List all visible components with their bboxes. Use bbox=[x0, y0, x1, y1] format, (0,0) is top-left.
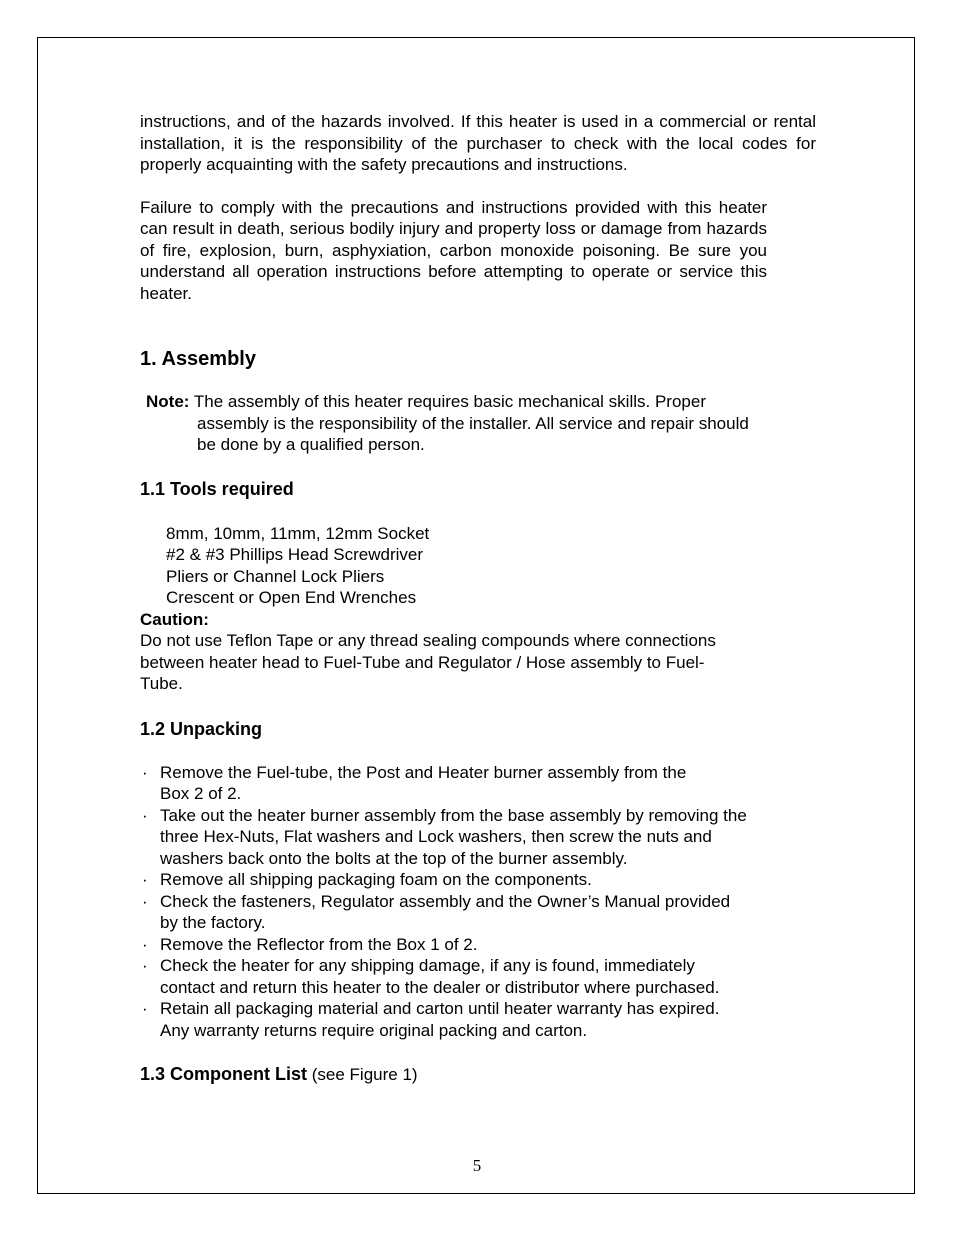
unpacking-item-line: Remove the Fuel-tube, the Post and Heater burner assembly from the bbox=[160, 762, 687, 782]
note-line-1: The assembly of this heater requires basic mechanical skills. Proper bbox=[189, 392, 706, 411]
caution-title: Caution: bbox=[140, 609, 209, 629]
unpacking-item bbox=[140, 998, 816, 1041]
unpacking-item bbox=[140, 955, 816, 998]
unpacking-item-line: Check the fasteners, Regulator assembly and the Owner’s Manual provided bbox=[160, 891, 731, 911]
intro-paragraph-1: instructions, and of the hazards involved. If this heater is used in a commercial or rental installation, it is the responsibility of the purchaser to check with the local codes for properly acquainting with the safety precautions and instructions. bbox=[140, 112, 816, 174]
unpacking-item-line: contact and return this heater to the dealer or distributor where purchased. bbox=[160, 977, 720, 997]
unpacking-item-line: Check the heater for any shipping damage, if any is found, immediately bbox=[160, 956, 695, 975]
unpacking-item bbox=[140, 869, 816, 891]
unpacking-item bbox=[140, 762, 816, 805]
intro-paragraph-2: Failure to comply with the precautions and instructions provided with this heater can result in death, serious bodily injury and property loss or damage from hazards of fire, explosion, burn, asphyxiation, carbon monoxide poisoning. Be sure you understand all operation instructions before attempting to operate or service this heater. bbox=[140, 197, 767, 303]
unpacking-item-line: Any warranty returns require original packing and carton. bbox=[160, 1020, 588, 1040]
bullet-dot: · bbox=[142, 870, 148, 889]
caution-line-2: between heater head to Fuel-Tube and Regulator / Hose assembly to Fuel- bbox=[140, 652, 705, 672]
unpacking-item-line: Take out the heater burner assembly from the base assembly by removing the bbox=[160, 805, 747, 825]
unpacking-item-line: Retain all packaging material and carton until heater warranty has expired. bbox=[160, 999, 720, 1018]
unpacking-heading: 1.2 Unpacking bbox=[140, 718, 263, 739]
assembly-heading: 1. Assembly bbox=[140, 348, 256, 370]
unpacking-item-line: washers back onto the bolts at the top of the burner assembly. bbox=[160, 848, 628, 868]
note-label: Note: bbox=[146, 392, 190, 411]
unpacking-item-line: Remove all shipping packaging foam on the components. bbox=[160, 870, 592, 889]
assembly-note bbox=[140, 391, 816, 456]
page-content bbox=[140, 111, 816, 1086]
unpacking-item bbox=[140, 891, 816, 934]
bullet-dot: · bbox=[142, 891, 148, 911]
caution-line-3: Tube. bbox=[140, 674, 183, 693]
bullet-dot: · bbox=[142, 805, 148, 825]
component-list-title: 1.3 Component List bbox=[140, 1064, 308, 1084]
tools-heading: 1.1 Tools required bbox=[140, 478, 294, 499]
tool-item: 8mm, 10mm, 11mm, 12mm Socket bbox=[166, 523, 430, 543]
unpacking-list bbox=[140, 762, 816, 1042]
tools-list bbox=[140, 523, 816, 609]
note-line-3: be done by a qualified person. bbox=[197, 435, 425, 454]
bullet-dot: · bbox=[142, 999, 148, 1018]
tool-item: Pliers or Channel Lock Pliers bbox=[166, 566, 385, 586]
component-list-heading bbox=[140, 1063, 816, 1086]
unpacking-item-line: by the factory. bbox=[160, 913, 266, 932]
unpacking-item-line: Box 2 of 2. bbox=[160, 784, 242, 803]
unpacking-item-line: Remove the Reflector from the Box 1 of 2. bbox=[160, 934, 478, 954]
unpacking-item bbox=[140, 934, 816, 956]
bullet-dot: · bbox=[142, 762, 148, 782]
bullet-dot: · bbox=[142, 934, 148, 954]
caution-line-1: Do not use Teflon Tape or any thread sealing compounds where connections bbox=[140, 631, 716, 650]
tool-item: #2 & #3 Phillips Head Screwdriver bbox=[166, 545, 424, 564]
figure-reference: (see Figure 1) bbox=[307, 1065, 418, 1084]
bullet-dot: · bbox=[142, 956, 148, 975]
page-number: 5 bbox=[472, 1156, 482, 1175]
note-line-2: assembly is the responsibility of the installer. All service and repair should bbox=[197, 413, 749, 433]
unpacking-item-line: three Hex-Nuts, Flat washers and Lock washers, then screw the nuts and bbox=[160, 827, 712, 846]
unpacking-item bbox=[140, 805, 816, 870]
tool-item: Crescent or Open End Wrenches bbox=[166, 588, 417, 607]
